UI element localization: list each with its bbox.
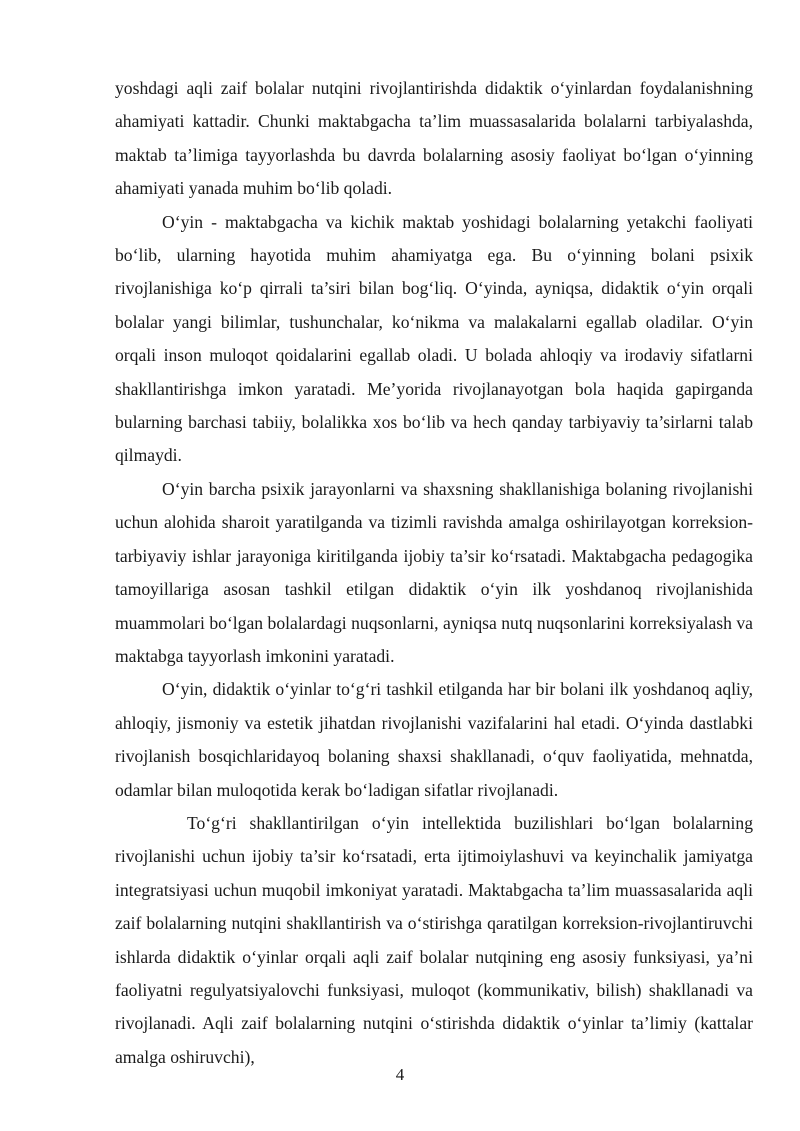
page-number: 4 xyxy=(395,1065,405,1084)
paragraph-2: O‘yin - maktabgacha va kichik maktab yoshidagi bolalarning yetakchi faoliyati bo‘lib, ularning hayotida muhim ahamiyatga ega. Bu o‘yinning bolani psixik rivojlanishiga ko‘p qirrali ta’siri bilan bog‘liq. O‘yinda, ayniqsa, didaktik o‘yin orqali bolalar yangi bilimlar, tushunchalar, ko‘nikma va malakalarni egallab oladilar. O‘yin orqali inson muloqot qoidalarini egallab oladi. U bolada ahloqiy va irodaviy sifatlarni shakllantirishga imkon yaratadi. Me’yorida rivojlanayotgan bola haqida gapirganda bularning barchasi tabiiy, bolalikka xos bo‘lib va hech qanday tarbiyaviy ta’sirlarni talab qilmaydi. xyxy=(115,211,753,466)
paragraph-5: To‘g‘ri shakllantirilgan o‘yin intellektida buzilishlari bo‘lgan bolalarning rivojlanishi uchun ijobiy ta’sir ko‘rsatadi, erta ijtimoiylashuvi va keyinchalik jamiyatga integratsiyasi uchun muqobil imkoniyat yaratadi. Maktabgacha ta’lim muassasalarida aqli zaif bolalarning nutqini shakllantirish va o‘stirishga qaratilgan korreksion-rivojlantiruvchi ishlarda didaktik o‘yinlar orqali aqli zaif bolalar nutqining eng asosiy funksiyasi, ya’ni faoliyatni regulyatsiyalovchi funksiyasi, muloqot (kommunikativ, bilish) shakllanadi va rivojlanadi. Aqli zaif bolalarning nutqini o‘stirishda didaktik o‘yinlar ta’limiy (kattalar amalga oshiruvchi), xyxy=(115,812,753,1067)
paragraph-3: O‘yin barcha psixik jarayonlarni va shaxsning shakllanishiga bolaning rivojlanishi uchun alohida sharoit yaratilganda va tizimli ravishda amalga oshirilayotgan korreksion-tarbiyaviy ishlar jarayoniga kiritilganda ijobiy ta’sir ko‘rsatadi. Maktabgacha pedagogika tamoyillariga asosan tashkil etilgan didaktik o‘yin ilk yoshdanoq rivojlanishida muammolari bo‘lgan bolalardagi nuqsonlarni, ayniqsa nutq nuqsonlarini korreksiyalash va maktabga tayyorlash imkonini yaratadi. xyxy=(115,478,753,666)
paragraph-4: O‘yin, didaktik o‘yinlar to‘g‘ri tashkil etilganda har bir bolani ilk yoshdanoq aqliy, ahloqiy, jismoniy va estetik jihatdan rivojlanishi vazifalarini hal etadi. O‘yinda dastlabki rivojlanish bosqichlaridayoq bolaning shaxsi shakllanadi, o‘quv faoliyatida, mehnatda, odamlar bilan muloqotida kerak bo‘ladigan sifatlar rivojlanadi. xyxy=(115,679,753,800)
paragraph-1: yoshdagi aqli zaif bolalar nutqini rivojlantirishda didaktik o‘yinlardan foydalanishning ahamiyati kattadir. Chunki maktabgacha ta’lim muassasalarida bolalarni tarbiyalashda, maktab ta’limiga tayyorlashda bu davrda bolalarning asosiy faoliyat bo‘lgan o‘yinning ahamiyati yanada muhim bo‘lib qoladi. xyxy=(115,78,753,199)
body-text xyxy=(115,72,753,1074)
